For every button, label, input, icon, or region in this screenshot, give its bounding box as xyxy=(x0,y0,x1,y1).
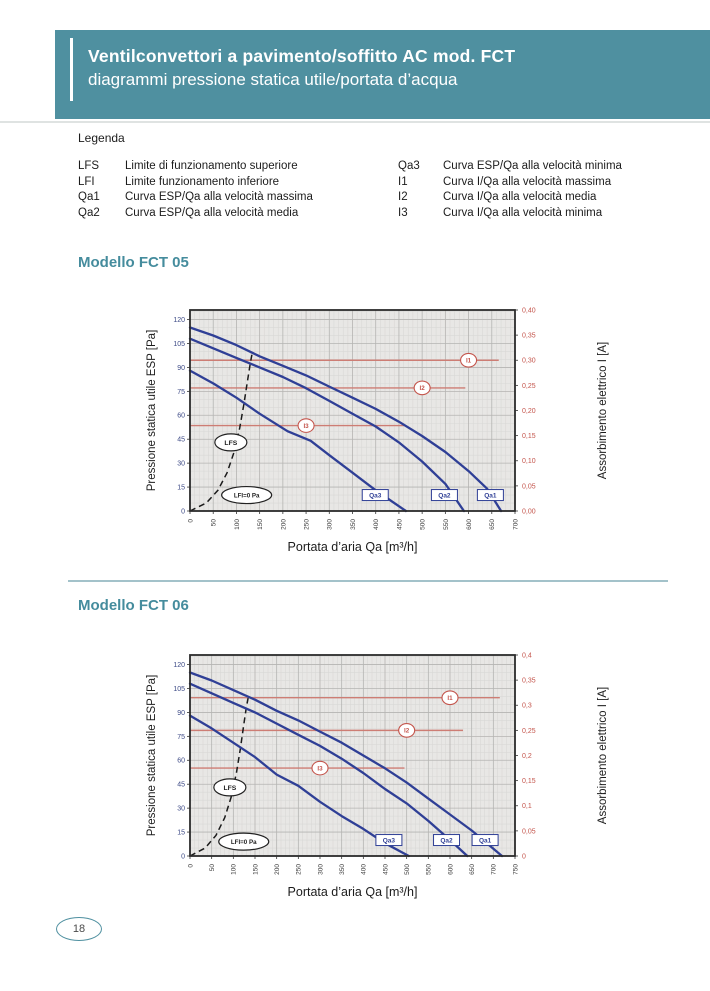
svg-text:50: 50 xyxy=(210,519,218,527)
section-divider xyxy=(68,580,668,582)
svg-text:Qa2: Qa2 xyxy=(438,492,451,500)
chart-fct06 xyxy=(143,641,618,918)
legend-term: Qa2 xyxy=(78,206,100,219)
svg-text:0,2: 0,2 xyxy=(522,752,532,760)
svg-text:350: 350 xyxy=(349,519,357,530)
svg-text:90: 90 xyxy=(177,709,185,717)
legend-row xyxy=(398,159,622,175)
svg-text:0,10: 0,10 xyxy=(522,458,536,466)
chart-fct05 xyxy=(143,296,618,573)
svg-text:450: 450 xyxy=(382,864,390,875)
header-rule xyxy=(70,38,73,101)
svg-text:105: 105 xyxy=(173,685,185,693)
svg-text:Assorbimento elettrico I [A]: Assorbimento elettrico I [A] xyxy=(597,341,609,480)
svg-text:15: 15 xyxy=(177,484,185,492)
svg-text:600: 600 xyxy=(465,519,473,530)
svg-text:50: 50 xyxy=(209,864,217,872)
svg-text:75: 75 xyxy=(177,388,185,396)
svg-text:I3: I3 xyxy=(303,422,309,430)
svg-text:250: 250 xyxy=(295,864,303,875)
svg-text:0,05: 0,05 xyxy=(522,828,536,836)
svg-text:Qa3: Qa3 xyxy=(369,492,382,500)
svg-text:I2: I2 xyxy=(404,727,410,735)
legend-row xyxy=(78,175,398,191)
legend-row xyxy=(398,175,622,191)
svg-text:650: 650 xyxy=(469,864,477,875)
svg-text:15: 15 xyxy=(177,829,185,837)
svg-text:30: 30 xyxy=(177,805,185,813)
svg-text:I2: I2 xyxy=(419,385,425,393)
svg-text:0,05: 0,05 xyxy=(522,483,536,491)
legend-definition: Curva I/Qa alla velocità media xyxy=(443,191,597,204)
svg-text:Assorbimento elettrico I [A]: Assorbimento elettrico I [A] xyxy=(597,686,609,825)
legend-term: Qa3 xyxy=(398,160,420,172)
page-number-badge xyxy=(56,917,102,941)
svg-text:Pressione statica utile ESP [P: Pressione statica utile ESP [Pa] xyxy=(146,329,158,492)
svg-text:0: 0 xyxy=(187,864,195,868)
svg-text:Portata d’aria Qa [m³/h]: Portata d’aria Qa [m³/h] xyxy=(287,885,418,899)
legend-title: Legenda xyxy=(78,131,125,145)
header-text xyxy=(88,44,515,91)
svg-text:500: 500 xyxy=(419,519,427,530)
svg-text:0,00: 0,00 xyxy=(522,508,536,516)
svg-text:300: 300 xyxy=(317,864,325,875)
legend-row xyxy=(398,206,622,222)
svg-text:Pressione statica utile ESP [P: Pressione statica utile ESP [Pa] xyxy=(146,674,158,837)
legend-definition: Curva ESP/Qa alla velocità media xyxy=(125,206,299,219)
svg-text:30: 30 xyxy=(177,460,185,468)
svg-text:700: 700 xyxy=(490,864,498,875)
svg-text:45: 45 xyxy=(177,436,185,444)
svg-text:0,4: 0,4 xyxy=(522,652,532,660)
svg-text:60: 60 xyxy=(177,757,185,765)
svg-text:0,15: 0,15 xyxy=(522,433,536,441)
svg-text:I3: I3 xyxy=(317,765,323,773)
svg-text:I1: I1 xyxy=(465,357,472,365)
legend xyxy=(78,131,668,221)
svg-text:0,3: 0,3 xyxy=(522,702,532,710)
legend-column-left xyxy=(78,159,398,221)
svg-text:0,15: 0,15 xyxy=(522,778,536,786)
svg-text:0,25: 0,25 xyxy=(522,382,536,390)
svg-text:650: 650 xyxy=(489,519,497,530)
svg-text:0: 0 xyxy=(181,508,185,516)
svg-text:0: 0 xyxy=(181,853,185,861)
svg-text:0,20: 0,20 xyxy=(522,407,536,415)
legend-definition: Curva ESP/Qa alla velocità minima xyxy=(443,160,622,172)
legend-columns xyxy=(78,159,668,221)
section-heading-fct06: Modello FCT 06 xyxy=(78,597,189,614)
svg-text:500: 500 xyxy=(404,864,412,875)
legend-definition: Limite funzionamento inferiore xyxy=(125,175,280,188)
svg-text:0: 0 xyxy=(522,853,526,861)
page-title: Ventilconvettori a pavimento/soffitto AC mod. FCT xyxy=(88,46,516,66)
svg-text:LFS: LFS xyxy=(224,439,238,447)
svg-text:0,40: 0,40 xyxy=(522,307,536,315)
legend-column-right xyxy=(398,159,622,221)
svg-text:105: 105 xyxy=(173,340,185,348)
svg-text:Portata d’aria Qa [m³/h]: Portata d’aria Qa [m³/h] xyxy=(287,540,418,554)
page-subtitle: diagrammi pressione statica utile/portata d’acqua xyxy=(88,70,458,89)
chart-figure xyxy=(143,641,618,913)
svg-text:450: 450 xyxy=(396,519,404,530)
legend-term: LFS xyxy=(78,160,100,172)
legend-row xyxy=(398,190,622,206)
svg-text:350: 350 xyxy=(339,864,347,875)
header-band xyxy=(55,30,710,119)
svg-text:Qa3: Qa3 xyxy=(382,837,396,845)
legend-definition: Curva I/Qa alla velocità massima xyxy=(443,175,612,188)
page-number: 18 xyxy=(72,923,86,935)
svg-text:90: 90 xyxy=(177,364,185,372)
svg-text:150: 150 xyxy=(257,519,265,530)
legend-term: LFI xyxy=(78,175,95,188)
svg-text:700: 700 xyxy=(512,519,520,530)
chart-figure xyxy=(143,296,618,568)
svg-text:400: 400 xyxy=(373,519,381,530)
section-heading-fct05: Modello FCT 05 xyxy=(78,254,189,271)
legend-term: I1 xyxy=(398,175,408,188)
svg-text:200: 200 xyxy=(274,864,282,875)
legend-definition: Limite di funzionamento superiore xyxy=(125,160,298,172)
svg-text:100: 100 xyxy=(230,864,238,875)
svg-text:600: 600 xyxy=(447,864,455,875)
svg-text:0,1: 0,1 xyxy=(522,803,532,811)
legend-term: Qa1 xyxy=(78,191,100,204)
svg-text:120: 120 xyxy=(173,661,185,669)
header-shadow xyxy=(0,121,710,123)
svg-text:250: 250 xyxy=(303,519,311,530)
svg-text:Qa1: Qa1 xyxy=(484,492,497,500)
legend-definition: Curva ESP/Qa alla velocità massima xyxy=(125,191,313,204)
svg-text:0: 0 xyxy=(187,519,195,523)
svg-text:0,30: 0,30 xyxy=(522,357,536,365)
svg-text:0,35: 0,35 xyxy=(522,332,536,340)
svg-text:LFI=0 Pa: LFI=0 Pa xyxy=(233,492,260,500)
svg-text:Qa2: Qa2 xyxy=(440,837,453,845)
legend-row xyxy=(78,159,398,175)
svg-text:0,35: 0,35 xyxy=(522,677,536,685)
svg-text:150: 150 xyxy=(252,864,260,875)
legend-term: I3 xyxy=(398,206,408,219)
svg-text:LFS: LFS xyxy=(223,784,237,792)
svg-text:Qa1: Qa1 xyxy=(478,837,492,845)
svg-text:550: 550 xyxy=(425,864,433,875)
svg-text:0,25: 0,25 xyxy=(522,727,536,735)
svg-text:75: 75 xyxy=(177,733,185,741)
svg-text:550: 550 xyxy=(442,519,450,530)
svg-text:400: 400 xyxy=(360,864,368,875)
svg-text:45: 45 xyxy=(177,781,185,789)
legend-row xyxy=(78,206,398,222)
svg-text:60: 60 xyxy=(177,412,185,420)
svg-text:120: 120 xyxy=(173,316,185,324)
svg-text:300: 300 xyxy=(326,519,334,530)
svg-text:750: 750 xyxy=(512,864,520,875)
legend-definition: Curva I/Qa alla velocità minima xyxy=(443,206,603,219)
svg-text:100: 100 xyxy=(233,519,241,530)
legend-row xyxy=(78,190,398,206)
svg-text:LFI=0 Pa: LFI=0 Pa xyxy=(230,839,257,847)
svg-text:I1: I1 xyxy=(447,694,453,702)
legend-term: I2 xyxy=(398,191,408,204)
svg-text:200: 200 xyxy=(280,519,288,530)
